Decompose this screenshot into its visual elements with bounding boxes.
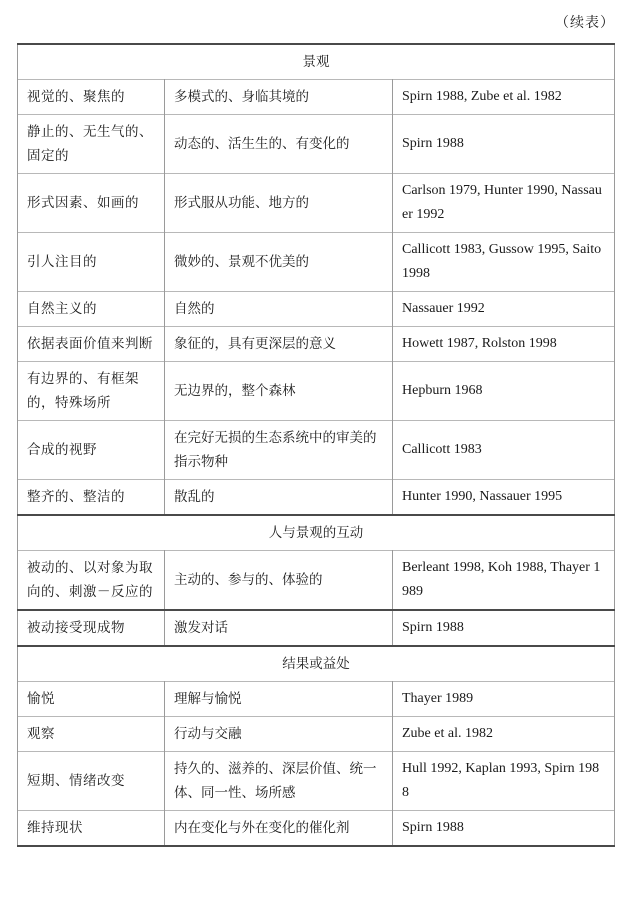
- cell-col2: 持久的、滋养的、深层价值、统一体、同一性、场所感: [165, 752, 393, 811]
- cell-col2: 动态的、活生生的、有变化的: [165, 115, 393, 174]
- cell-col1: 引人注目的: [18, 233, 165, 292]
- section-header-row: [18, 44, 615, 80]
- comparison-table: [17, 43, 615, 847]
- cell-col1: 依据表面价值来判断: [18, 327, 165, 362]
- table-row: [18, 480, 615, 516]
- cell-col2: 理解与愉悦: [165, 682, 393, 717]
- cell-col3: Nassauer 1992: [393, 292, 615, 327]
- cell-col2: 主动的、参与的、体验的: [165, 551, 393, 611]
- table-row: [18, 362, 615, 421]
- cell-col3: Hepburn 1968: [393, 362, 615, 421]
- cell-col3: Spirn 1988: [393, 811, 615, 847]
- cell-col1: 自然主义的: [18, 292, 165, 327]
- section-title: 景观: [18, 44, 615, 80]
- cell-col1: 视觉的、聚焦的: [18, 80, 165, 115]
- cell-col2: 内在变化与外在变化的催化剂: [165, 811, 393, 847]
- cell-col1: 静止的、无生气的、固定的: [18, 115, 165, 174]
- table-row: [18, 292, 615, 327]
- table-row: [18, 233, 615, 292]
- cell-col3: Callicott 1983, Gussow 1995, Saito 1998: [393, 233, 615, 292]
- cell-col3: Spirn 1988: [393, 610, 615, 646]
- cell-col2: 微妙的、景观不优美的: [165, 233, 393, 292]
- cell-col3: Hunter 1990, Nassauer 1995: [393, 480, 615, 516]
- section-header-row: [18, 515, 615, 551]
- cell-col3: Zube et al. 1982: [393, 717, 615, 752]
- table-row: [18, 610, 615, 646]
- table-row: [18, 174, 615, 233]
- table-row: [18, 115, 615, 174]
- section-header-row: [18, 646, 615, 682]
- cell-col1: 愉悦: [18, 682, 165, 717]
- cell-col3: Hull 1992, Kaplan 1993, Spirn 1988: [393, 752, 615, 811]
- cell-col1: 被动的、以对象为取向的、刺激－反应的: [18, 551, 165, 611]
- table-row: [18, 551, 615, 611]
- cell-col2: 激发对话: [165, 610, 393, 646]
- cell-col3: Thayer 1989: [393, 682, 615, 717]
- table-row: [18, 811, 615, 847]
- table-row: [18, 80, 615, 115]
- cell-col3: Spirn 1988, Zube et al. 1982: [393, 80, 615, 115]
- table-row: [18, 682, 615, 717]
- cell-col3: Spirn 1988: [393, 115, 615, 174]
- cell-col1: 短期、情绪改变: [18, 752, 165, 811]
- cell-col2: 多模式的、身临其境的: [165, 80, 393, 115]
- cell-col2: 行动与交融: [165, 717, 393, 752]
- cell-col1: 合成的视野: [18, 421, 165, 480]
- table-row: [18, 421, 615, 480]
- cell-col2: 在完好无损的生态系统中的审美的指示物种: [165, 421, 393, 480]
- section-title: 结果或益处: [18, 646, 615, 682]
- cell-col2: 自然的: [165, 292, 393, 327]
- cell-col1: 维持现状: [18, 811, 165, 847]
- table-row: [18, 752, 615, 811]
- cell-col1: 被动接受现成物: [18, 610, 165, 646]
- table-row: [18, 327, 615, 362]
- cell-col1: 有边界的、有框架的，特殊场所: [18, 362, 165, 421]
- cell-col2: 象征的，具有更深层的意义: [165, 327, 393, 362]
- cell-col1: 形式因素、如画的: [18, 174, 165, 233]
- table-row: [18, 717, 615, 752]
- cell-col2: 散乱的: [165, 480, 393, 516]
- cell-col3: Howett 1987, Rolston 1998: [393, 327, 615, 362]
- cell-col1: 观察: [18, 717, 165, 752]
- cell-col3: Carlson 1979, Hunter 1990, Nassauer 1992: [393, 174, 615, 233]
- cell-col3: Berleant 1998, Koh 1988, Thayer 1989: [393, 551, 615, 611]
- cell-col1: 整齐的、整洁的: [18, 480, 165, 516]
- continued-label: （续表）: [555, 15, 615, 31]
- cell-col3: Callicott 1983: [393, 421, 615, 480]
- cell-col2: 形式服从功能、地方的: [165, 174, 393, 233]
- section-title: 人与景观的互动: [18, 515, 615, 551]
- cell-col2: 无边界的，整个森林: [165, 362, 393, 421]
